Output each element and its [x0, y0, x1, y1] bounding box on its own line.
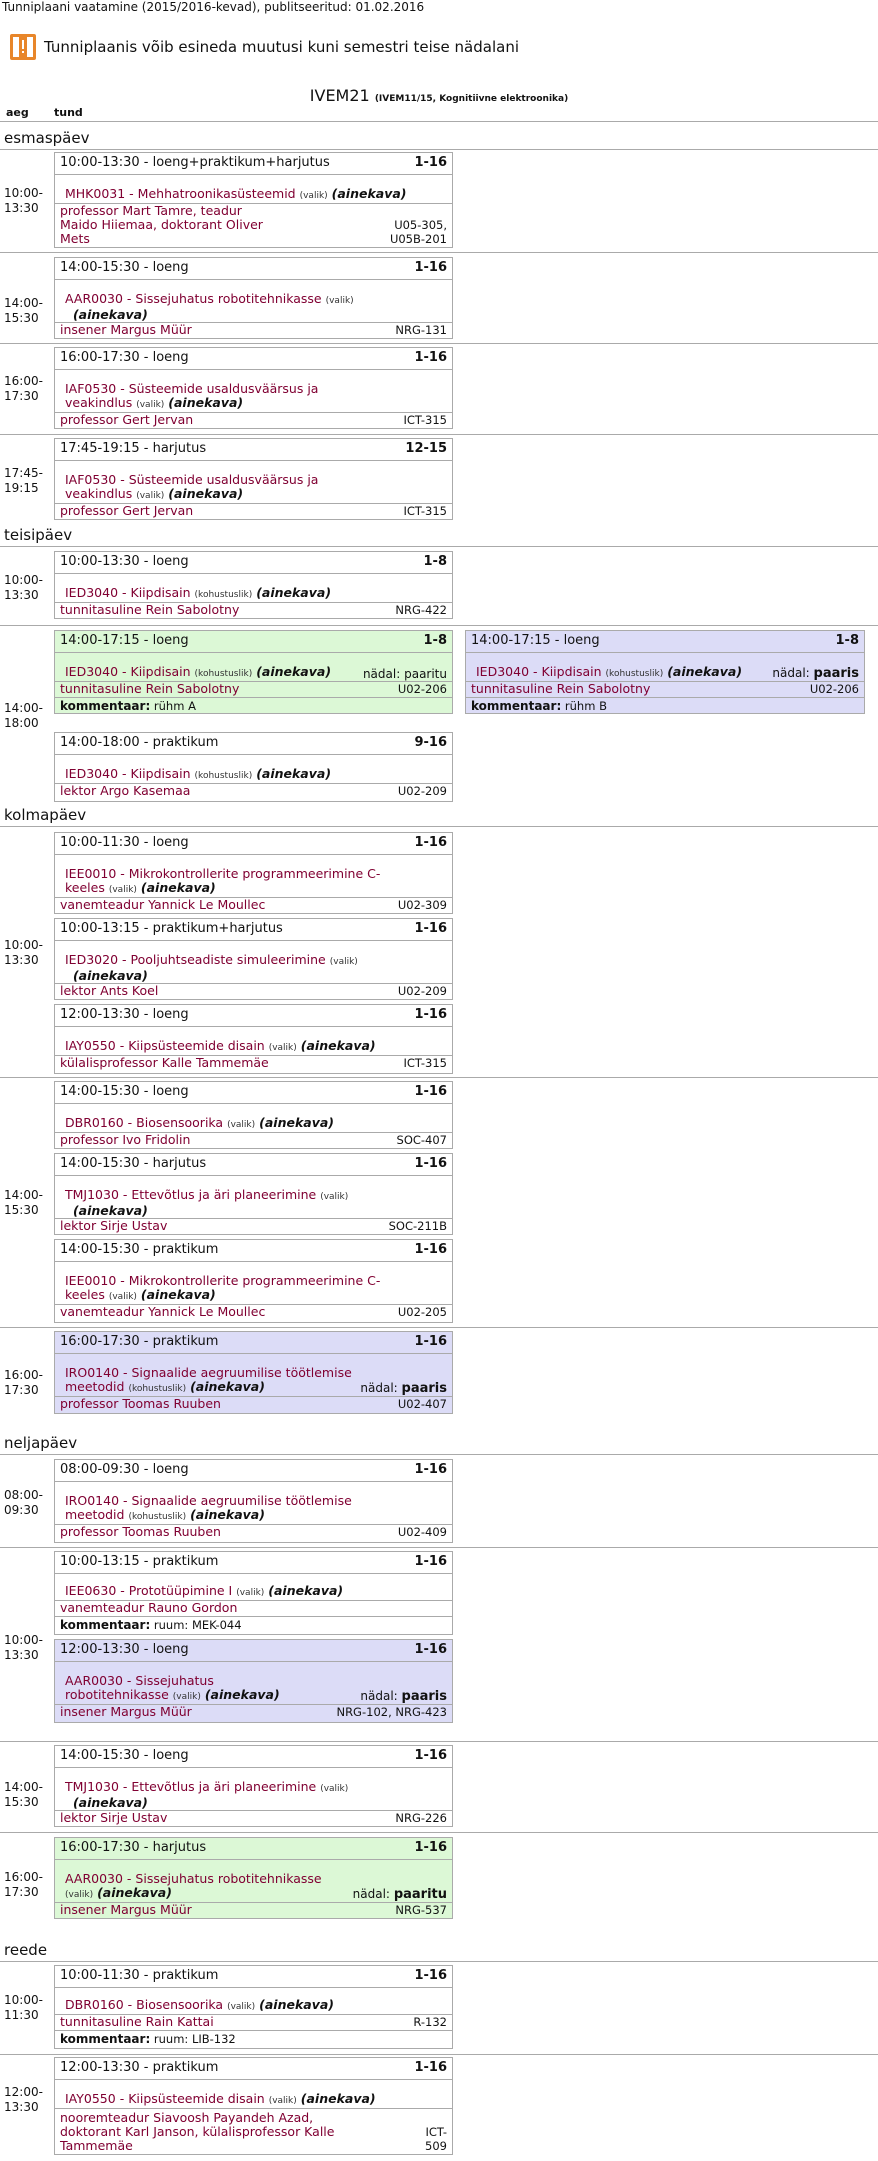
- lesson-card[interactable]: 12:00-13:30 - loeng 1-16 IAY0550 - Kiipsüsteemide disain (valik) (ainekava) külalisprofessor Kalle Tammemäe ICT-315: [54, 1004, 453, 1074]
- lesson-card[interactable]: 10:00-11:30 - loeng 1-16 IEE0010 - Mikrokontrollerite programmeerimine C-keeles (valik) (ainekava) vanemteadur Yannick Le Moullec U02-309: [54, 832, 453, 914]
- slot-time: 16:00-17:30: [4, 1870, 43, 1899]
- lesson-card[interactable]: 14:00-17:15 - loeng 1-8 IED3040 - Kiipdisain (kohustuslik) (ainekava) nädal: paaritu tunnitasuline Rein Sabolotny U02-206 kommentaar: rühm A: [54, 630, 453, 714]
- lesson-card[interactable]: 16:00-17:30 - harjutus 1-16 AAR0030 - Sissejuhatus robotitehnikasse (valik) (ainekava) nädal: paaritu insener Margus Müür NRG-537: [54, 1837, 453, 1919]
- day-header-friday: reede: [0, 1938, 878, 1962]
- lesson-card[interactable]: 14:00-15:30 - harjutus 1-16 TMJ1030 - Ettevõtlus ja äri planeerimine (valik) (ainekava) lektor Sirje Ustav SOC-211B: [54, 1153, 453, 1235]
- page-header: Tunniplaani vaatamine (2015/2016-kevad), publitseeritud: 01.02.2016: [2, 0, 425, 14]
- lesson-card[interactable]: 17:45-19:15 - harjutus 12-15 IAF0530 - Süsteemide usaldusväärsus ja veakindlus (valik) (ainekava) professor Gert Jervan ICT-315: [54, 438, 453, 520]
- slot-time: 10:00-13:30: [4, 938, 43, 967]
- day-header-tuesday: teisipäev: [0, 523, 878, 547]
- lesson-card[interactable]: 16:00-17:30 - praktikum 1-16 IRO0140 - Signaalide aegruumilise töötlemise meetodid (kohustuslik) (ainekava) nädal: paaris professor Toomas Ruuben U02-407: [54, 1331, 453, 1414]
- slot-time: 14:00-15:30: [4, 296, 43, 325]
- lesson-card[interactable]: 08:00-09:30 - loeng 1-16 IRO0140 - Signaalide aegruumilise töötlemise meetodid (kohustuslik) (ainekava) professor Toomas Ruuben U02-409: [54, 1459, 453, 1543]
- slot-time: 16:00-17:30: [4, 1368, 43, 1397]
- slot-time: 10:00-13:30: [4, 1633, 43, 1662]
- page-title: [0, 86, 878, 105]
- lesson-card[interactable]: 10:00-13:15 - praktikum 1-16 IEE0630 - Prototüüpimine I (valik) (ainekava) vanemteadur Rauno Gordon kommentaar: ruum: MEK-044: [54, 1551, 453, 1635]
- slot-time: 16:00-17:30: [4, 374, 43, 403]
- lesson-card[interactable]: 14:00-15:30 - loeng 1-16 AAR0030 - Sissejuhatus robotitehnikasse (valik) (ainekava) insener Margus Müür NRG-131: [54, 257, 453, 339]
- day-header-wednesday: kolmapäev: [0, 803, 878, 827]
- lesson-card[interactable]: 12:00-13:30 - praktikum 1-16 IAY0550 - Kiipsüsteemide disain (valik) (ainekava) nooremteadur Siavoosh Payandeh Azad, doktorant Karl Janson, külalisprofessor Kalle Tammemäe ICT-509: [54, 2057, 453, 2155]
- slot-time: 08:00-09:30: [4, 1488, 43, 1517]
- warning-text: Tunniplaanis võib esineda muutusi kuni semestri teise nädalani: [44, 38, 519, 56]
- lesson-card[interactable]: 14:00-15:30 - praktikum 1-16 IEE0010 - Mikrokontrollerite programmeerimine C-keeles (valik) (ainekava) vanemteadur Yannick Le Moullec U02-205: [54, 1239, 453, 1323]
- lesson-card[interactable]: 16:00-17:30 - loeng 1-16 IAF0530 - Süsteemide usaldusväärsus ja veakindlus (valik) (ainekava) professor Gert Jervan ICT-315: [54, 347, 453, 429]
- column-header-time: aeg: [6, 106, 29, 119]
- warning-banner: [10, 32, 519, 62]
- slot-time: 14:00-15:30: [4, 1188, 43, 1217]
- lesson-card[interactable]: 10:00-11:30 - praktikum 1-16 DBR0160 - Biosensoorika (valik) (ainekava) tunnitasuline Rain Kattai R-132 kommentaar: ruum: LIB-132: [54, 1965, 453, 2049]
- slot-time: 10:00-13:30: [4, 186, 43, 215]
- lesson-card[interactable]: 10:00-13:15 - praktikum+harjutus 1-16 IED3020 - Pooljuhtseadiste simuleerimine (valik) (ainekava) lektor Ants Koel U02-209: [54, 918, 453, 1000]
- day-header-thursday: neljapäev: [0, 1431, 878, 1455]
- slot-time: 17:45-19:15: [4, 466, 43, 495]
- lesson-card[interactable]: 14:00-15:30 - loeng 1-16 DBR0160 - Biosensoorika (valik) (ainekava) professor Ivo Fridolin SOC-407: [54, 1081, 453, 1149]
- lesson-card[interactable]: 14:00-15:30 - loeng 1-16 TMJ1030 - Ettevõtlus ja äri planeerimine (valik) (ainekava) lektor Sirje Ustav NRG-226: [54, 1745, 453, 1827]
- warning-icon: [10, 34, 36, 60]
- group-code: IVEM21: [309, 86, 370, 105]
- lesson-card[interactable]: 14:00-18:00 - praktikum 9-16 IED3040 - Kiipdisain (kohustuslik) (ainekava) lektor Argo Kasemaa U02-209: [54, 732, 453, 802]
- lesson-card[interactable]: 10:00-13:30 - loeng+praktikum+harjutus 1-16 MHK0031 - Mehhatroonikasüsteemid (valik) (ainekava) professor Mart Tamre, teadur Maido Hiiemaa, doktorant Oliver Mets U05-305, U05B-201: [54, 152, 453, 248]
- slot-time: 14:00-15:30: [4, 1780, 43, 1809]
- slot-time: 12:00-13:30: [4, 2085, 43, 2114]
- slot-time: 10:00-13:30: [4, 573, 43, 602]
- lesson-card[interactable]: 14:00-17:15 - loeng 1-8 IED3040 - Kiipdisain (kohustuslik) (ainekava) nädal: paaris tunnitasuline Rein Sabolotny U02-206 kommentaar: rühm B: [465, 630, 865, 714]
- slot-time: 14:00-18:00: [4, 701, 43, 730]
- group-subtitle: (IVEM11/15, Kognitiivne elektroonika): [374, 94, 569, 104]
- lesson-card[interactable]: 12:00-13:30 - loeng 1-16 AAR0030 - Sissejuhatus robotitehnikasse (valik) (ainekava) nädal: paaris insener Margus Müür NRG-102, NRG-423: [54, 1639, 453, 1723]
- slot-time: 10:00-11:30: [4, 1993, 43, 2022]
- day-header-monday: esmaspäev: [0, 126, 878, 150]
- column-header-lesson: tund: [54, 106, 83, 119]
- lesson-card[interactable]: 10:00-13:30 - loeng 1-8 IED3040 - Kiipdisain (kohustuslik) (ainekava) tunnitasuline Rein Sabolotny NRG-422: [54, 551, 453, 619]
